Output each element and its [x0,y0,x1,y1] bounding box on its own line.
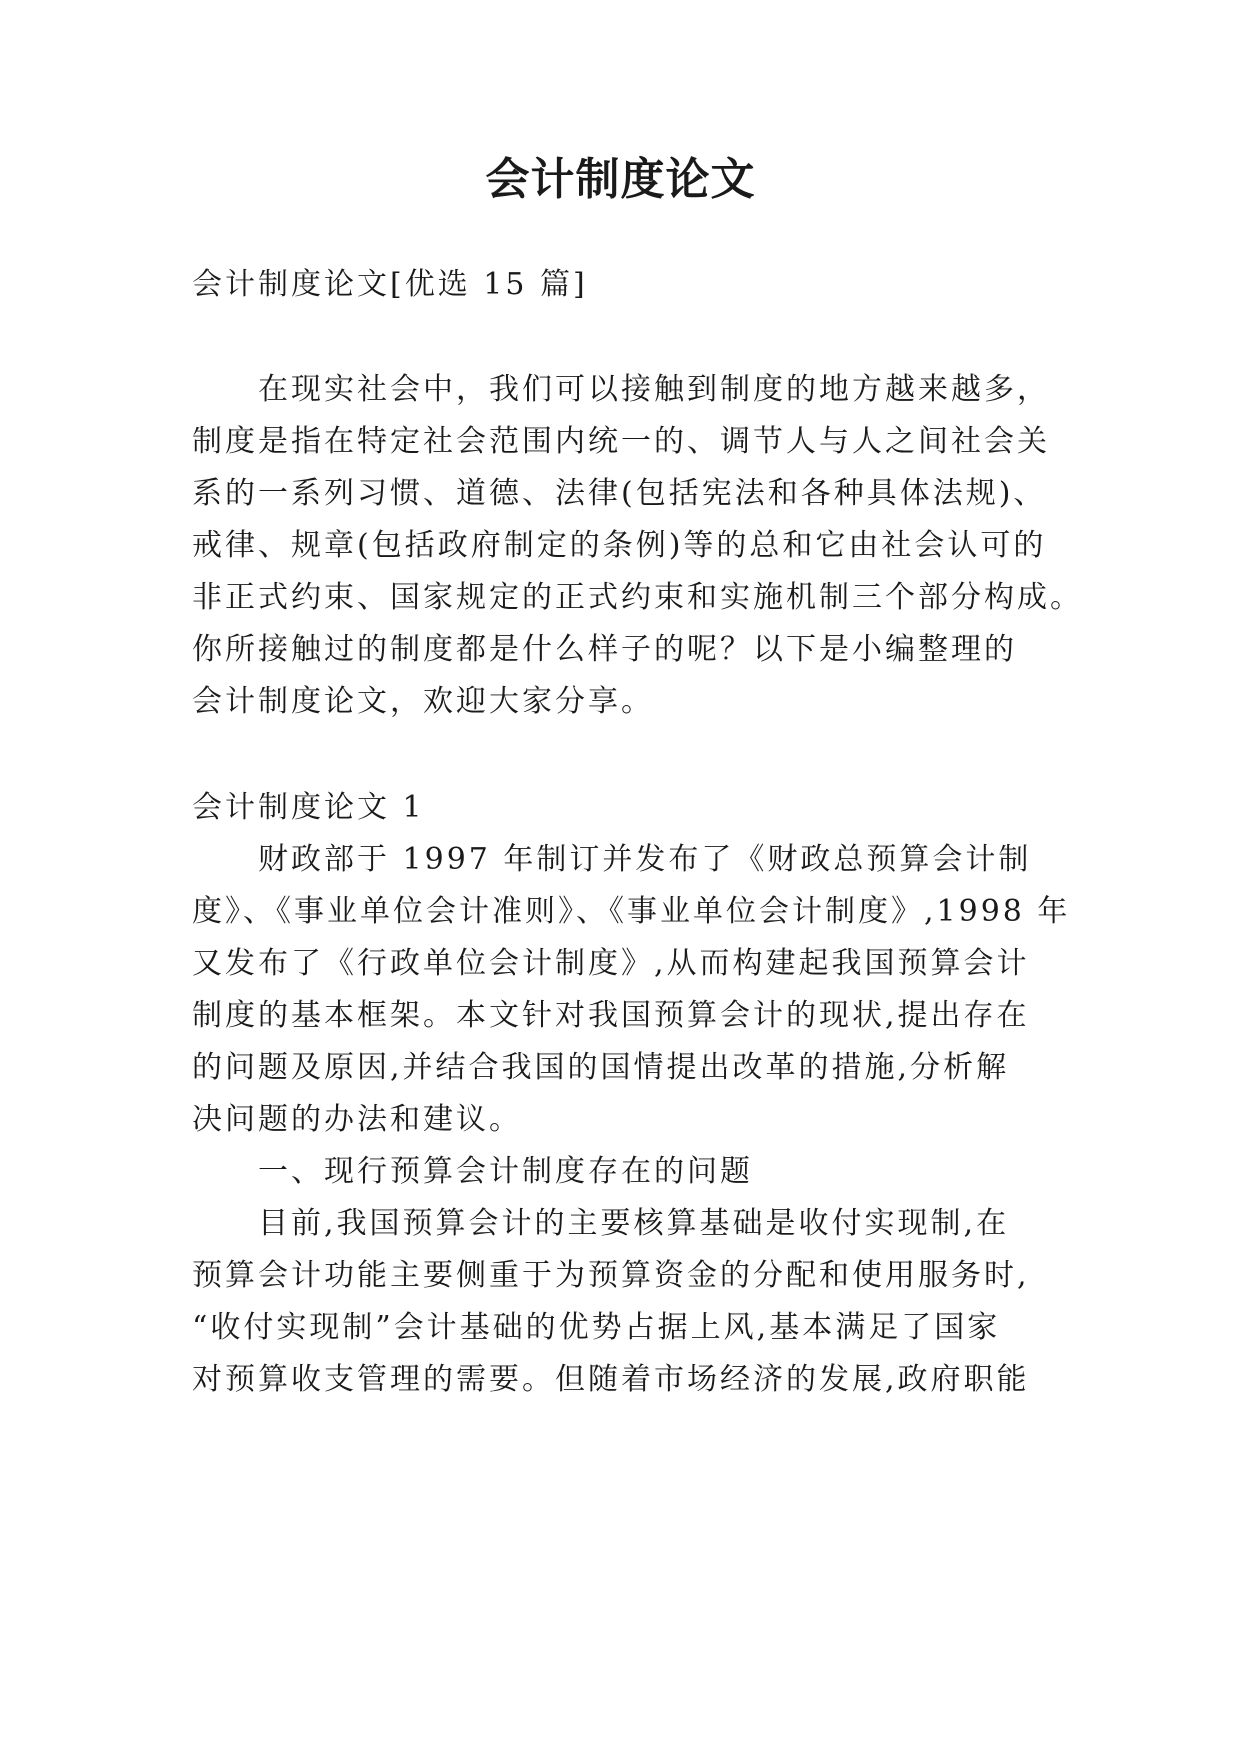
document-subtitle: 会计制度论文[优选 15 篇] [192,267,588,302]
paragraph-line: 财政部于 1997 年制订并发布了《财政总预算会计制 [258,842,1032,877]
intro-line: 非正式约束、国家规定的正式约束和实施机制三个部分构成。 [192,580,1083,615]
subsection-heading: 一、现行预算会计制度存在的问题 [258,1154,753,1189]
paragraph-line: 制度的基本框架。本文针对我国预算会计的现状,提出存在 [192,998,1030,1033]
intro-line: 系的一系列习惯、道德、法律(包括宪法和各种具体法规)、 [192,476,1047,511]
paragraph-line: 决问题的办法和建议。 [192,1102,522,1137]
intro-line: 会计制度论文，欢迎大家分享。 [192,684,654,719]
intro-line: 在现实社会中，我们可以接触到制度的地方越来越多， [258,372,1050,407]
document-title: 会计制度论文 [485,154,756,205]
paragraph-line: 预算会计功能主要侧重于为预算资金的分配和使用服务时, [192,1258,1030,1293]
paragraph-line: 度》、《事业单位会计准则》、《事业单位会计制度》,1998 年 [192,894,1071,929]
paragraph-line: “收付实现制”会计基础的优势占据上风,基本满足了国家 [192,1310,1001,1345]
intro-line: 戒律、规章(包括政府制定的条例)等的总和它由社会认可的 [192,528,1047,563]
intro-line: 制度是指在特定社会范围内统一的、调节人与人之间社会关 [192,424,1050,459]
section-heading: 会计制度论文 1 [192,790,425,825]
intro-line: 你所接触过的制度都是什么样子的呢？以下是小编整理的 [192,632,1017,667]
paragraph-line: 又发布了《行政单位会计制度》,从而构建起我国预算会计 [192,946,1030,981]
paragraph-line: 对预算收支管理的需要。但随着市场经济的发展,政府职能 [192,1362,1030,1397]
paragraph-line: 目前,我国预算会计的主要核算基础是收付实现制,在 [258,1206,1010,1241]
paragraph-line: 的问题及原因,并结合我国的国情提出改革的措施,分析解 [192,1050,1010,1085]
